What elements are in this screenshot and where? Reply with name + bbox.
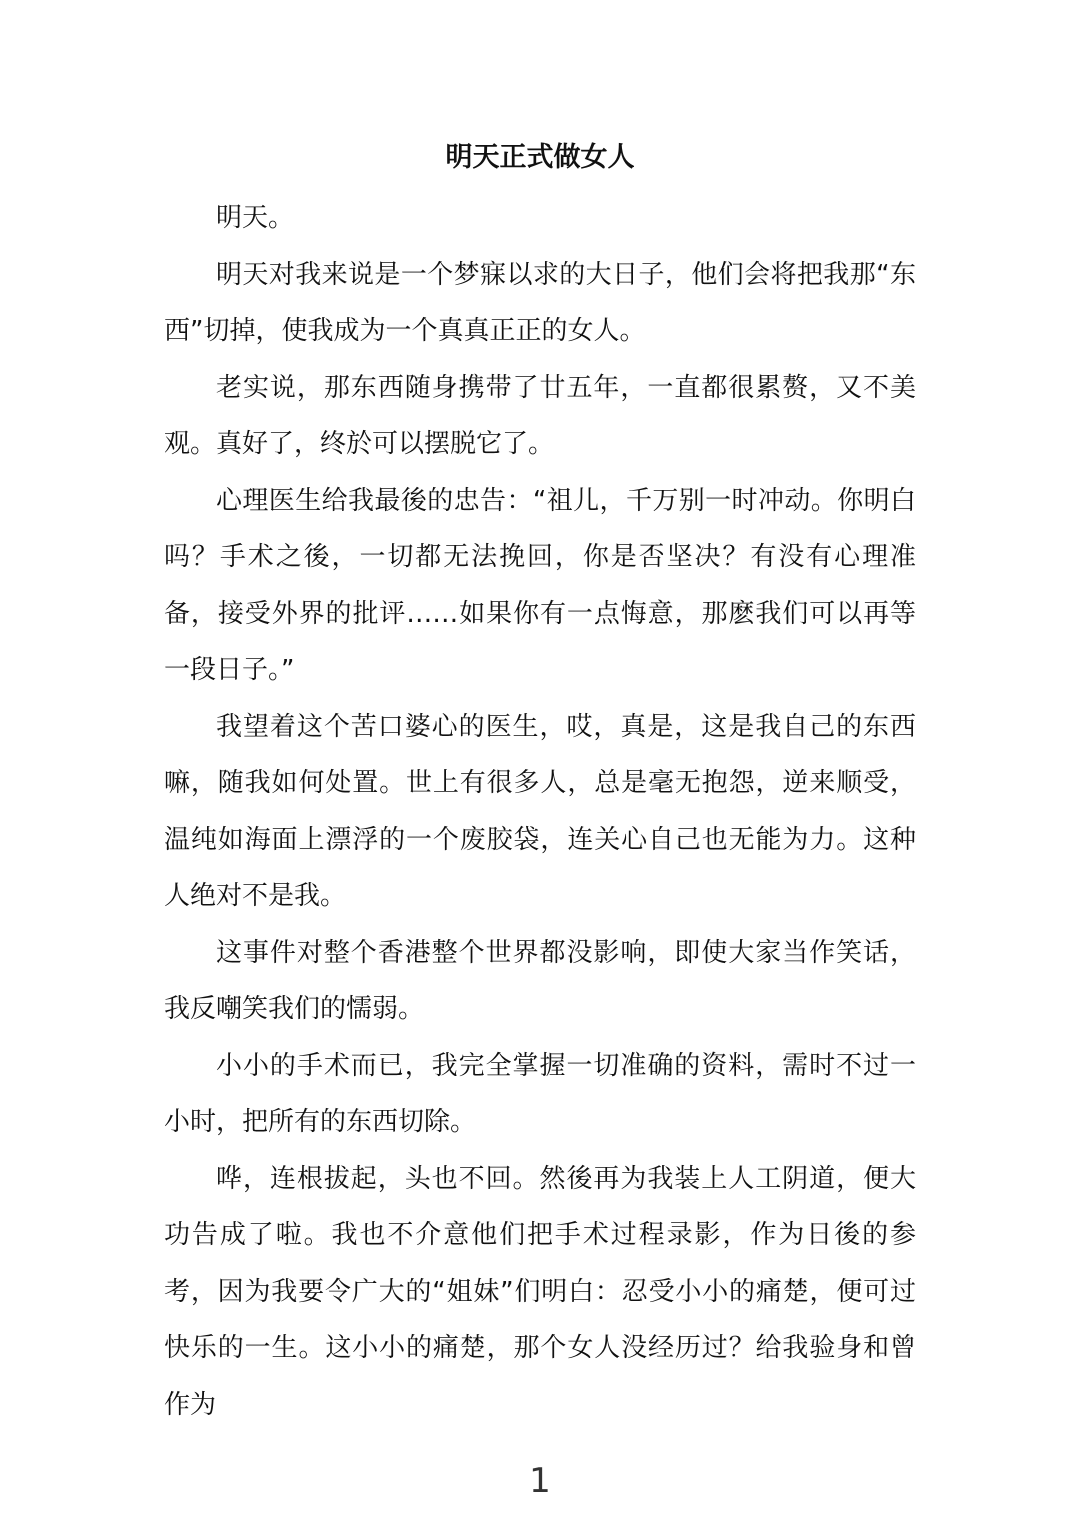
- paragraph: 明天。: [216, 203, 295, 233]
- paragraph: 小小的手术而已，我完全掌握一切准确的资料，需时不过一小时，把所有的东西切除。: [164, 1050, 916, 1137]
- paragraph: 心理医生给我最後的忠告：“祖儿，千万别一时冲动。你明白吗？手术之後，一切都无法挽回，你是否坚决？有没有心理准备，接受外界的批评……如果你有一点悔意，那麽我们可以再等一段日子。”: [164, 485, 916, 685]
- document-body: [164, 190, 916, 1433]
- paragraph: 我望着这个苦口婆心的医生，哎，真是，这是我自己的东西嘛，随我如何处置。世上有很多人，总是毫无抱怨，逆来顺受，温纯如海面上漂浮的一个废胶袋，连关心自己也无能为力。这种人绝对不是我。: [164, 711, 916, 911]
- paragraph: 哗，连根拔起，头也不回。然後再为我装上人工阴道，便大功告成了啦。我也不介意他们把手术过程录影，作为日後的参考，因为我要令广大的“姐妹”们明白：忍受小小的痛楚，便可过快乐的一生。这小小的痛楚，那个女人没经历过？给我验身和曾作为: [164, 1163, 916, 1420]
- paragraph: 这事件对整个香港整个世界都没影响，即使大家当作笑话，我反嘲笑我们的懦弱。: [164, 937, 916, 1024]
- document-title: 明天正式做女人: [445, 142, 635, 173]
- paragraph: 老实说，那东西随身携带了廿五年，一直都很累赘，又不美观。真好了，终於可以摆脱它了。: [164, 372, 916, 459]
- page-number: 1: [529, 1461, 551, 1501]
- paragraph: 明天对我来说是一个梦寐以求的大日子，他们会将把我那“东西”切掉，使我成为一个真真正正的女人。: [164, 259, 916, 346]
